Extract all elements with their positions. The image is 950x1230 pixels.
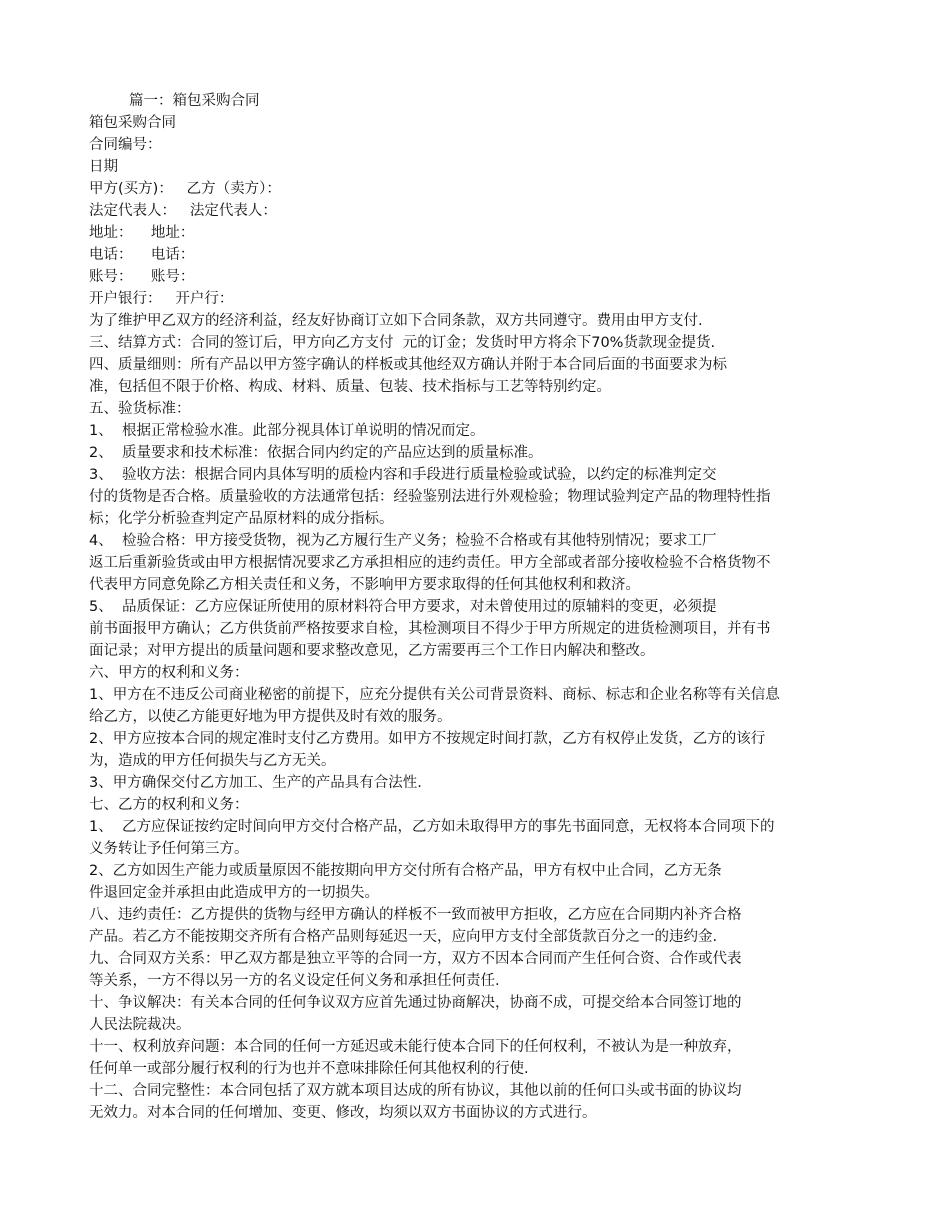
text-line: 1、 根据正常检验水准。此部分视具体订单说明的情况而定。 [89, 423, 485, 439]
text-line: 四、质量细则：所有产品以甲方签字确认的样板或其他经双方确认并附于本合同后面的书面要求为标 [89, 357, 727, 373]
text-line: 六、甲方的权利和义务： [89, 665, 249, 681]
text-line: 返工后重新验货或由甲方根据情况要求乙方承担相应的违约责任。甲方全部或者部分接收检验不合格货物不 [89, 555, 771, 571]
text-line: 1、甲方在不违反公司商业秘密的前提下，应充分提供有关公司背景资料、商标、标志和企业名称等有关信息 [89, 687, 780, 703]
text-line: 法定代表人： 法定代表人： [89, 203, 277, 219]
document-body [89, 90, 869, 1124]
text-line: 十、争议解决：有关本合同的任何争议双方应首先通过协商解决，协商不成，可提交给本合同签订地的 [89, 995, 742, 1011]
text-line: 为了维护甲乙双方的经济利益，经友好协商订立如下合同条款，双方共同遵守。费用由甲方支付. [89, 313, 703, 329]
text-line: 合同编号： [89, 137, 162, 153]
document-title: 篇一：箱包采购合同 [129, 93, 260, 109]
text-line: 件退回定金并承担由此造成甲方的一切损失。 [89, 885, 379, 901]
text-line: 十一、权利放弃问题：本合同的任何一方延迟或未能行使本合同下的任何权利，不被认为是一种放弃， [89, 1039, 742, 1055]
text-line: 任何单一或部分履行权利的行为也并不意味排除任何其他权利的行使. [89, 1061, 529, 1077]
text-line: 地址： 地址： [89, 225, 195, 241]
text-line: 前书面报甲方确认；乙方供货前严格按要求自检，其检测项目不得少于甲方所规定的进货检测项目，并有书 [89, 621, 771, 637]
text-line: 为，造成的甲方任何损失与乙方无关。 [89, 753, 336, 769]
text-line: 账号： 账号： [89, 269, 195, 285]
text-line: 三、结算方式：合同的签订后，甲方向乙方支付 元的订金；发货时甲方将余下70%货款现金提货. [89, 335, 716, 351]
text-line: 义务转让予任何第三方。 [89, 841, 249, 857]
text-line: 十二、合同完整性：本合同包括了双方就本项目达成的所有协议，其他以前的任何口头或书面的协议均 [89, 1083, 742, 1099]
text-line: 代表甲方同意免除乙方相关责任和义务，不影响甲方要求取得的任何其他权利和救济。 [89, 577, 640, 593]
text-line: 3、 验收方法：根据合同内具体写明的质检内容和手段进行质量检验或试验，以约定的标准判定交 [89, 467, 717, 483]
text-line: 箱包采购合同 [89, 115, 176, 131]
text-line: 电话： 电话： [89, 247, 195, 263]
text-line: 九、合同双方关系：甲乙双方都是独立平等的合同一方，双方不因本合同而产生任何合资、合作或代表 [89, 951, 742, 967]
text-line: 开户银行： 开户行： [89, 291, 234, 307]
document-lines [89, 112, 869, 1124]
text-line: 标；化学分析验查判定产品原材料的成分指标。 [89, 511, 394, 527]
text-line: 准，包括但不限于价格、构成、材料、质量、包装、技术指标与工艺等特别约定。 [89, 379, 611, 395]
text-line: 七、乙方的权利和义务： [89, 797, 249, 813]
text-line: 甲方(买方)： 乙方（卖方）： [89, 181, 281, 197]
text-line: 日期 [89, 159, 118, 175]
text-line: 五、验货标准： [89, 401, 191, 417]
text-line: 等关系，一方不得以另一方的名义设定任何义务和承担任何责任. [89, 973, 500, 989]
text-line: 人民法院裁决。 [89, 1017, 191, 1033]
text-line: 4、 检验合格：甲方接受货物，视为乙方履行生产义务；检验不合格或有其他特别情况；要求工厂 [89, 533, 717, 549]
text-line: 无效力。对本合同的任何增加、变更、修改，均须以双方书面协议的方式进行。 [89, 1105, 597, 1121]
text-line: 3、甲方确保交付乙方加工、生产的产品具有合法性. [89, 775, 422, 791]
text-line: 产品。若乙方不能按期交齐所有合格产品则每延迟一天，应向甲方支付全部货款百分之一的违约金. [89, 929, 718, 945]
text-line: 八、违约责任：乙方提供的货物与经甲方确认的样板不一致而被甲方拒收，乙方应在合同期内补齐合格 [89, 907, 742, 923]
text-line: 5、 品质保证：乙方应保证所使用的原材料符合甲方要求，对未曾使用过的原辅料的变更，必须提 [89, 599, 717, 615]
text-line: 2、 质量要求和技术标准：依据合同内约定的产品应达到的质量标准。 [89, 445, 543, 461]
text-line: 面记录；对甲方提出的质量问题和要求整改意见，乙方需要再三个工作日内解决和整改。 [89, 643, 655, 659]
text-line: 2、乙方如因生产能力或质量原因不能按期向甲方交付所有合格产品，甲方有权中止合同，乙方无条 [89, 863, 722, 879]
text-line: 1、 乙方应保证按约定时间向甲方交付合格产品，乙方如未取得甲方的事先书面同意，无权将本合同项下的 [89, 819, 775, 835]
text-line: 给乙方，以使乙方能更好地为甲方提供及时有效的服务。 [89, 709, 452, 725]
text-line: 付的货物是否合格。质量验收的方法通常包括：经验鉴别法进行外观检验；物理试验判定产品的物理特性指 [89, 489, 771, 505]
text-line: 2、甲方应按本合同的规定准时支付乙方费用。如甲方不按规定时间打款，乙方有权停止发货，乙方的该行 [89, 731, 766, 747]
